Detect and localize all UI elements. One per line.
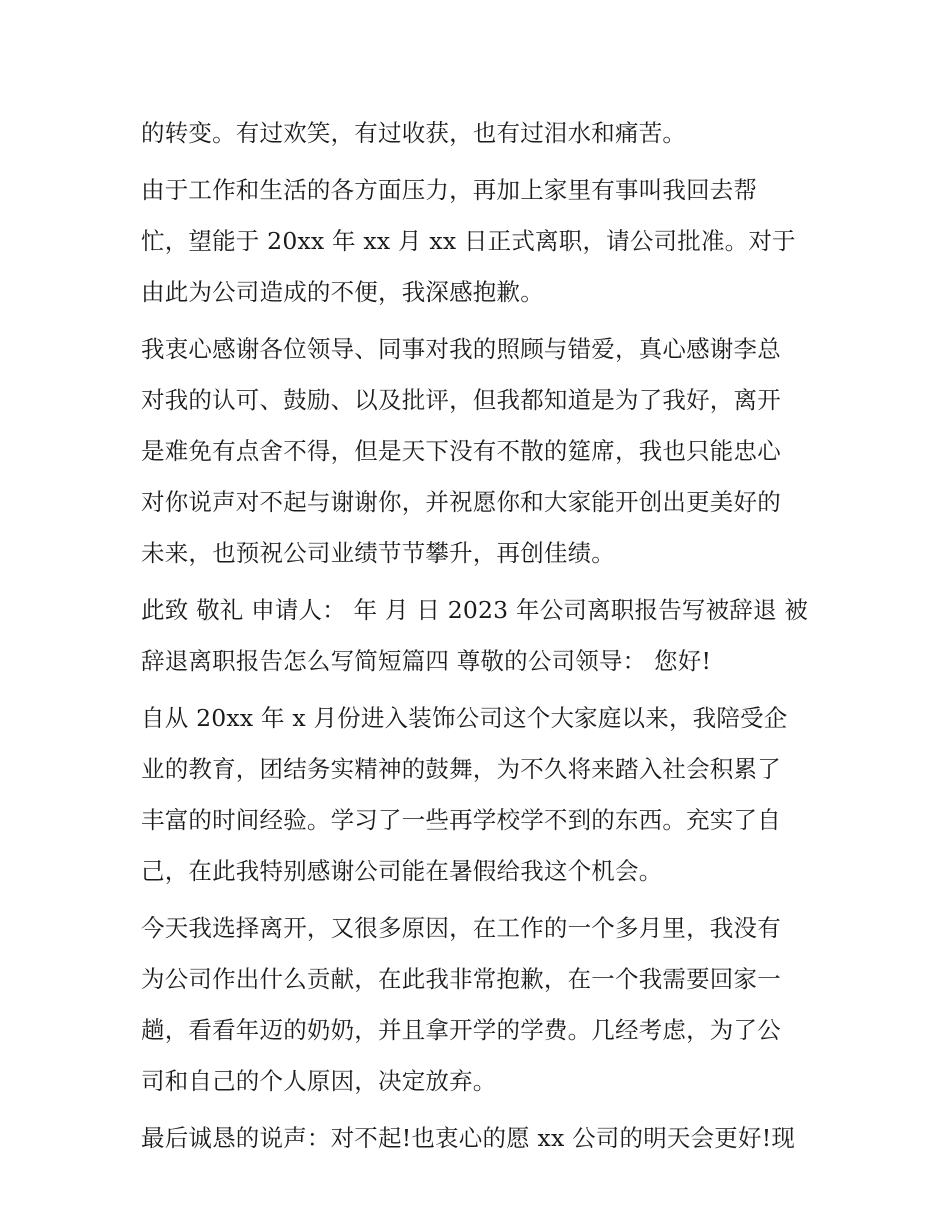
text-line: 最后诚恳的说声：对不起!也衷心的愿 xx 公司的明天会更好!现 <box>141 1124 796 1152</box>
text-line: 司和自己的个人原因，决定放弃。 <box>141 1067 497 1095</box>
paragraph <box>141 108 813 159</box>
paragraph <box>141 693 813 897</box>
paragraph <box>141 324 813 579</box>
text-line: 未来，也预祝公司业绩节节攀升，再创佳绩。 <box>141 539 615 567</box>
text-line: 业的教育，团结务实精神的鼓舞，为不久将来踏入社会积累了 <box>141 755 781 783</box>
text-line: 此致 敬礼 申请人： 年 月 日 2023 年公司离职报告写被辞退 被 <box>141 596 809 624</box>
text-line: 今天我选择离开，又很多原因，在工作的一个多月里，我没有 <box>141 914 781 942</box>
text-line: 我衷心感谢各位领导、同事对我的照顾与错爱，真心感谢李总 <box>141 335 781 363</box>
text-line: 自从 20xx 年 x 月份进入装饰公司这个大家庭以来，我陪受企 <box>141 704 788 732</box>
paragraph <box>141 1113 813 1164</box>
text-line: 由于工作和生活的各方面压力，再加上家里有事叫我回去帮 <box>141 176 758 204</box>
text-line: 忙，望能于 20xx 年 xx 月 xx 日正式离职，请公司批准。对于 <box>141 227 796 255</box>
paragraph <box>141 903 813 1107</box>
paragraph <box>141 165 813 318</box>
text-line: 的转变。有过欢笑，有过收获，也有过泪水和痛苦。 <box>141 119 687 147</box>
text-line: 为公司作出什么贡献，在此我非常抱歉，在一个我需要回家一 <box>141 965 781 993</box>
paragraph <box>141 585 813 687</box>
text-line: 对我的认可、鼓励、以及批评，但我都知道是为了我好，离开 <box>141 386 781 414</box>
text-line: 己，在此我特别感谢公司能在暑假给我这个机会。 <box>141 857 663 885</box>
document-body <box>141 108 813 1164</box>
text-line: 是难免有点舍不得，但是天下没有不散的筵席，我也只能忠心 <box>141 437 781 465</box>
text-line: 由此为公司造成的不便，我深感抱歉。 <box>141 278 544 306</box>
text-line: 辞退离职报告怎么写简短篇四 尊敬的公司领导： 您好! <box>141 647 712 675</box>
text-line: 丰富的时间经验。学习了一些再学校学不到的东西。充实了自 <box>141 806 781 834</box>
text-line: 对你说声对不起与谢谢你，并祝愿你和大家能开创出更美好的 <box>141 488 781 516</box>
text-line: 趟，看看年迈的奶奶，并且拿开学的学费。几经考虑，为了公 <box>141 1016 781 1044</box>
